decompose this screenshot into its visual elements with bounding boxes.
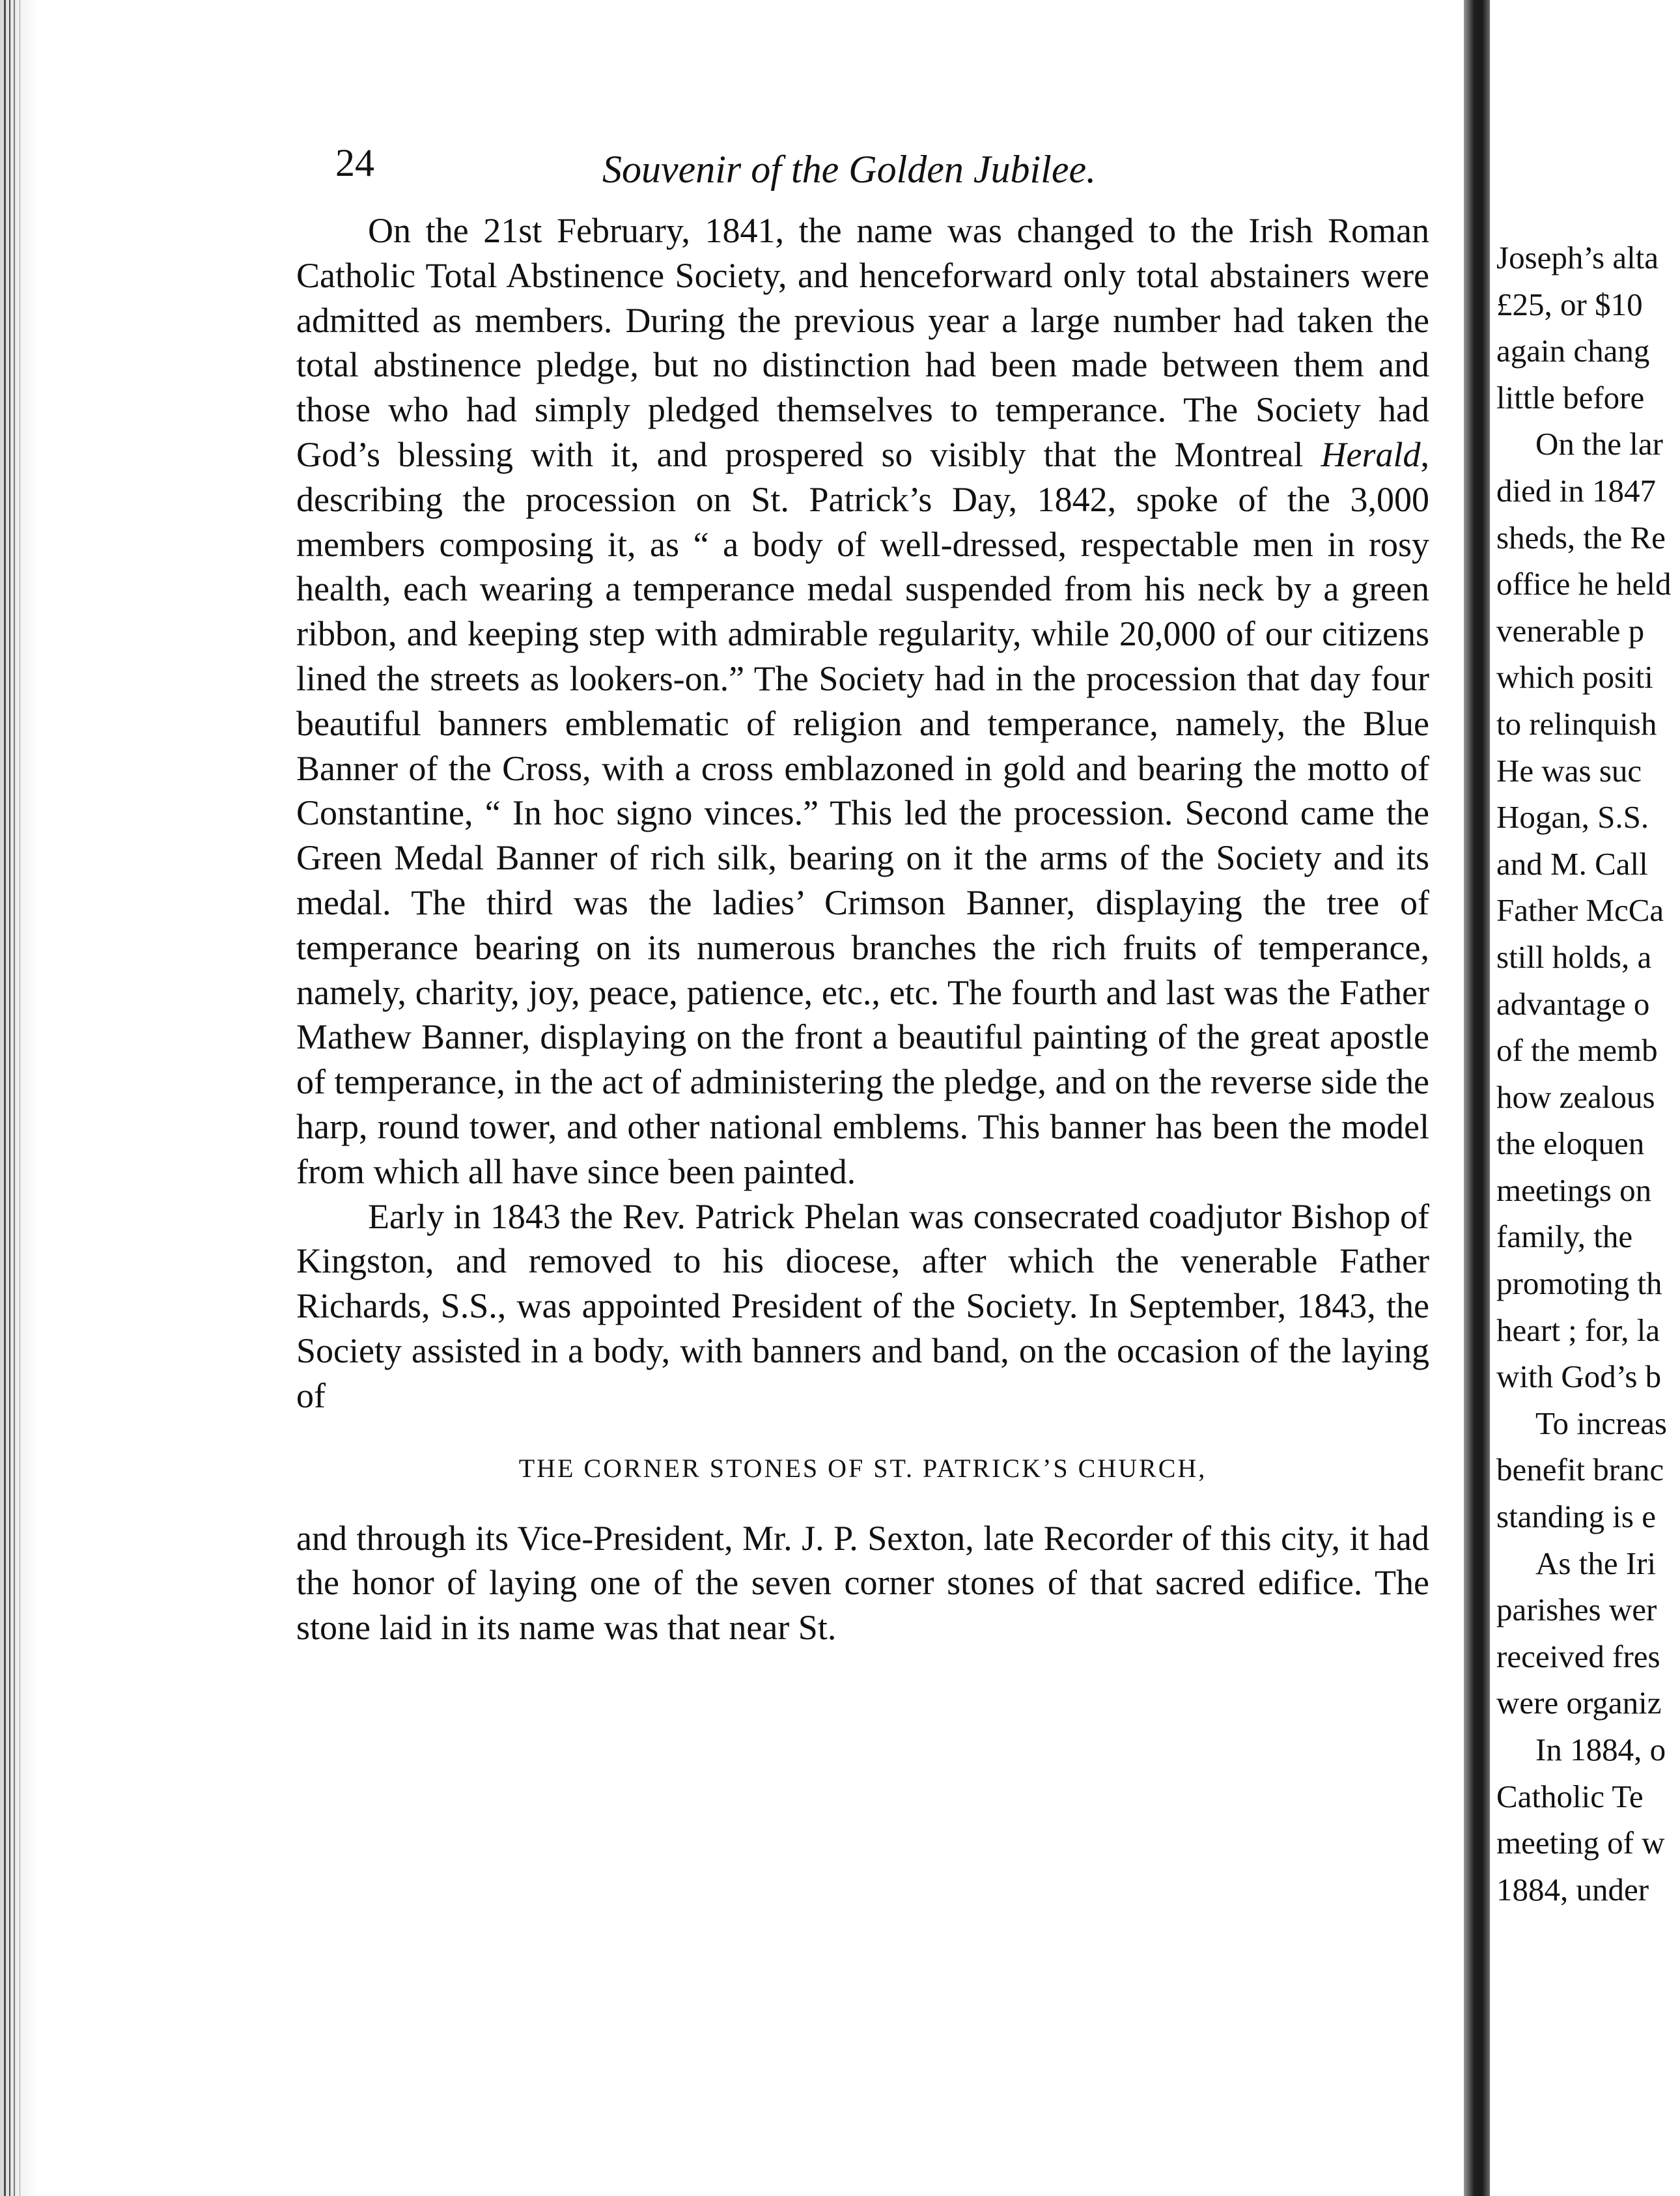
paragraph-text: On the 21st February, 1841, the name was changed to the Irish Roman Catholic Total Abstinence Society, and henceforward only total abstainers were admitted as members. During the previous year a large number had taken the total abstinence pledge, but no distinction had been made between them and those who had simply pledged themselves to temperance. The Society had God’s blessing with it, and prospered so visibly that the Montreal bbox=[296, 211, 1429, 474]
facing-line: He was suc bbox=[1496, 752, 1642, 789]
body-text bbox=[296, 208, 1429, 1650]
facing-line: office he held bbox=[1496, 566, 1672, 602]
facing-line: again chang bbox=[1496, 333, 1650, 369]
facing-line: £25, or $10 bbox=[1496, 286, 1643, 322]
facing-line: the eloquen bbox=[1496, 1125, 1645, 1162]
facing-page-text bbox=[1496, 234, 1680, 1913]
facing-line: of the memb bbox=[1496, 1032, 1658, 1069]
facing-line: meetings on bbox=[1496, 1172, 1652, 1208]
facing-line: standing is e bbox=[1496, 1499, 1656, 1535]
facing-line: died in 1847 bbox=[1496, 472, 1656, 509]
facing-line: little before bbox=[1496, 379, 1645, 415]
facing-page bbox=[1490, 0, 1680, 2196]
facing-line: family, the bbox=[1496, 1218, 1633, 1255]
facing-line: Joseph’s alta bbox=[1496, 240, 1659, 275]
facing-line: Father McCa bbox=[1496, 892, 1664, 929]
facing-line: still holds, a bbox=[1496, 938, 1652, 975]
facing-line: On the lar bbox=[1535, 426, 1663, 462]
facing-line: which positi bbox=[1496, 659, 1653, 696]
facing-line: venerable p bbox=[1496, 612, 1645, 649]
facing-line: 1884, under bbox=[1496, 1871, 1649, 1907]
facing-line: advantage o bbox=[1496, 985, 1650, 1022]
page-number: 24 bbox=[335, 141, 374, 184]
facing-line: promoting th bbox=[1496, 1265, 1662, 1302]
paragraph: and through its Vice-President, Mr. J. P. Sexton, late Recorder of this city, it had the honor of laying one of the seven corner stones of that sacred edifice. The stone laid in its name was that near St. bbox=[296, 1518, 1429, 1648]
facing-line: with God’s b bbox=[1496, 1358, 1662, 1395]
page-edge-line bbox=[14, 0, 15, 2196]
facing-line: parishes wer bbox=[1496, 1592, 1657, 1628]
facing-line: and M. Call bbox=[1496, 845, 1648, 882]
facing-line: benefit branc bbox=[1496, 1452, 1664, 1488]
facing-line: received fres bbox=[1496, 1638, 1660, 1674]
section-heading: THE CORNER STONES OF ST. PATRICK’S CHURCH, bbox=[518, 1453, 1207, 1483]
facing-line: meeting of w bbox=[1496, 1825, 1665, 1861]
facing-line: heart ; for, la bbox=[1496, 1312, 1660, 1348]
facing-line: Catholic Te bbox=[1496, 1778, 1644, 1814]
paragraph: Early in 1843 the Rev. Patrick Phelan was consecrated coadjutor Bishop of Kingston, and removed to his diocese, after which the venerable Father Richards, S.S., was appointed President of the Society. In September, 1843, the Society assisted in a body, with banners and band, on the occasion of the laying of bbox=[296, 1196, 1429, 1415]
facing-line: sheds, the Re bbox=[1496, 519, 1666, 556]
page-edge-line bbox=[9, 0, 10, 2196]
facing-line: how zealous bbox=[1496, 1078, 1655, 1115]
paragraph-text: , describing the procession on St. Patrick’s Day, 1842, spoke of the 3,000 members composing it, as “ a body of well-dressed, respectable men in rosy health, each wearing a temperance medal suspended from his neck by a green ribbon, and keeping step with admirable regularity, while 20,000 of our citizens lined the streets as lookers-on.” The Society had in the procession that day four beautiful banners emblematic of religion and temperance, namely, the Blue Banner of the Cross, with a cross emblazoned in gold and bearing the motto of Constantine, “ In hoc signo vinces.” This led the procession. Second came the Green Medal Banner of rich silk, bearing on it the arms of the Society and its medal. The third was the ladies’ Crimson Banner, displaying the tree of temperance bearing on its numerous branches the rich fruits of temperance, namely, charity, joy, peace, patience, etc., etc. The fourth and last was the Father Mathew Banner, displaying on the front a beautiful painting of the great apostle of temperance, in the act of administering the pledge, and on the reverse side the harp, round tower, and other national emblems. This banner has been the model from which all have since been painted. bbox=[296, 434, 1429, 1191]
running-title: Souvenir of the Golden Jubilee. bbox=[602, 148, 1097, 191]
page-edge-line bbox=[4, 0, 6, 2196]
page-header bbox=[296, 137, 1442, 202]
book-gutter bbox=[1464, 0, 1490, 2196]
left-page bbox=[296, 117, 1442, 2071]
facing-line: Hogan, S.S. bbox=[1496, 799, 1649, 836]
facing-line: to relinquish bbox=[1496, 705, 1657, 742]
paragraph bbox=[296, 208, 1429, 1194]
newspaper-name: Herald bbox=[1321, 434, 1421, 474]
facing-line: In 1884, o bbox=[1535, 1732, 1666, 1767]
facing-line: As the Iri bbox=[1535, 1545, 1657, 1581]
facing-line: were organiz bbox=[1496, 1685, 1662, 1721]
facing-line: To increas bbox=[1535, 1405, 1668, 1441]
